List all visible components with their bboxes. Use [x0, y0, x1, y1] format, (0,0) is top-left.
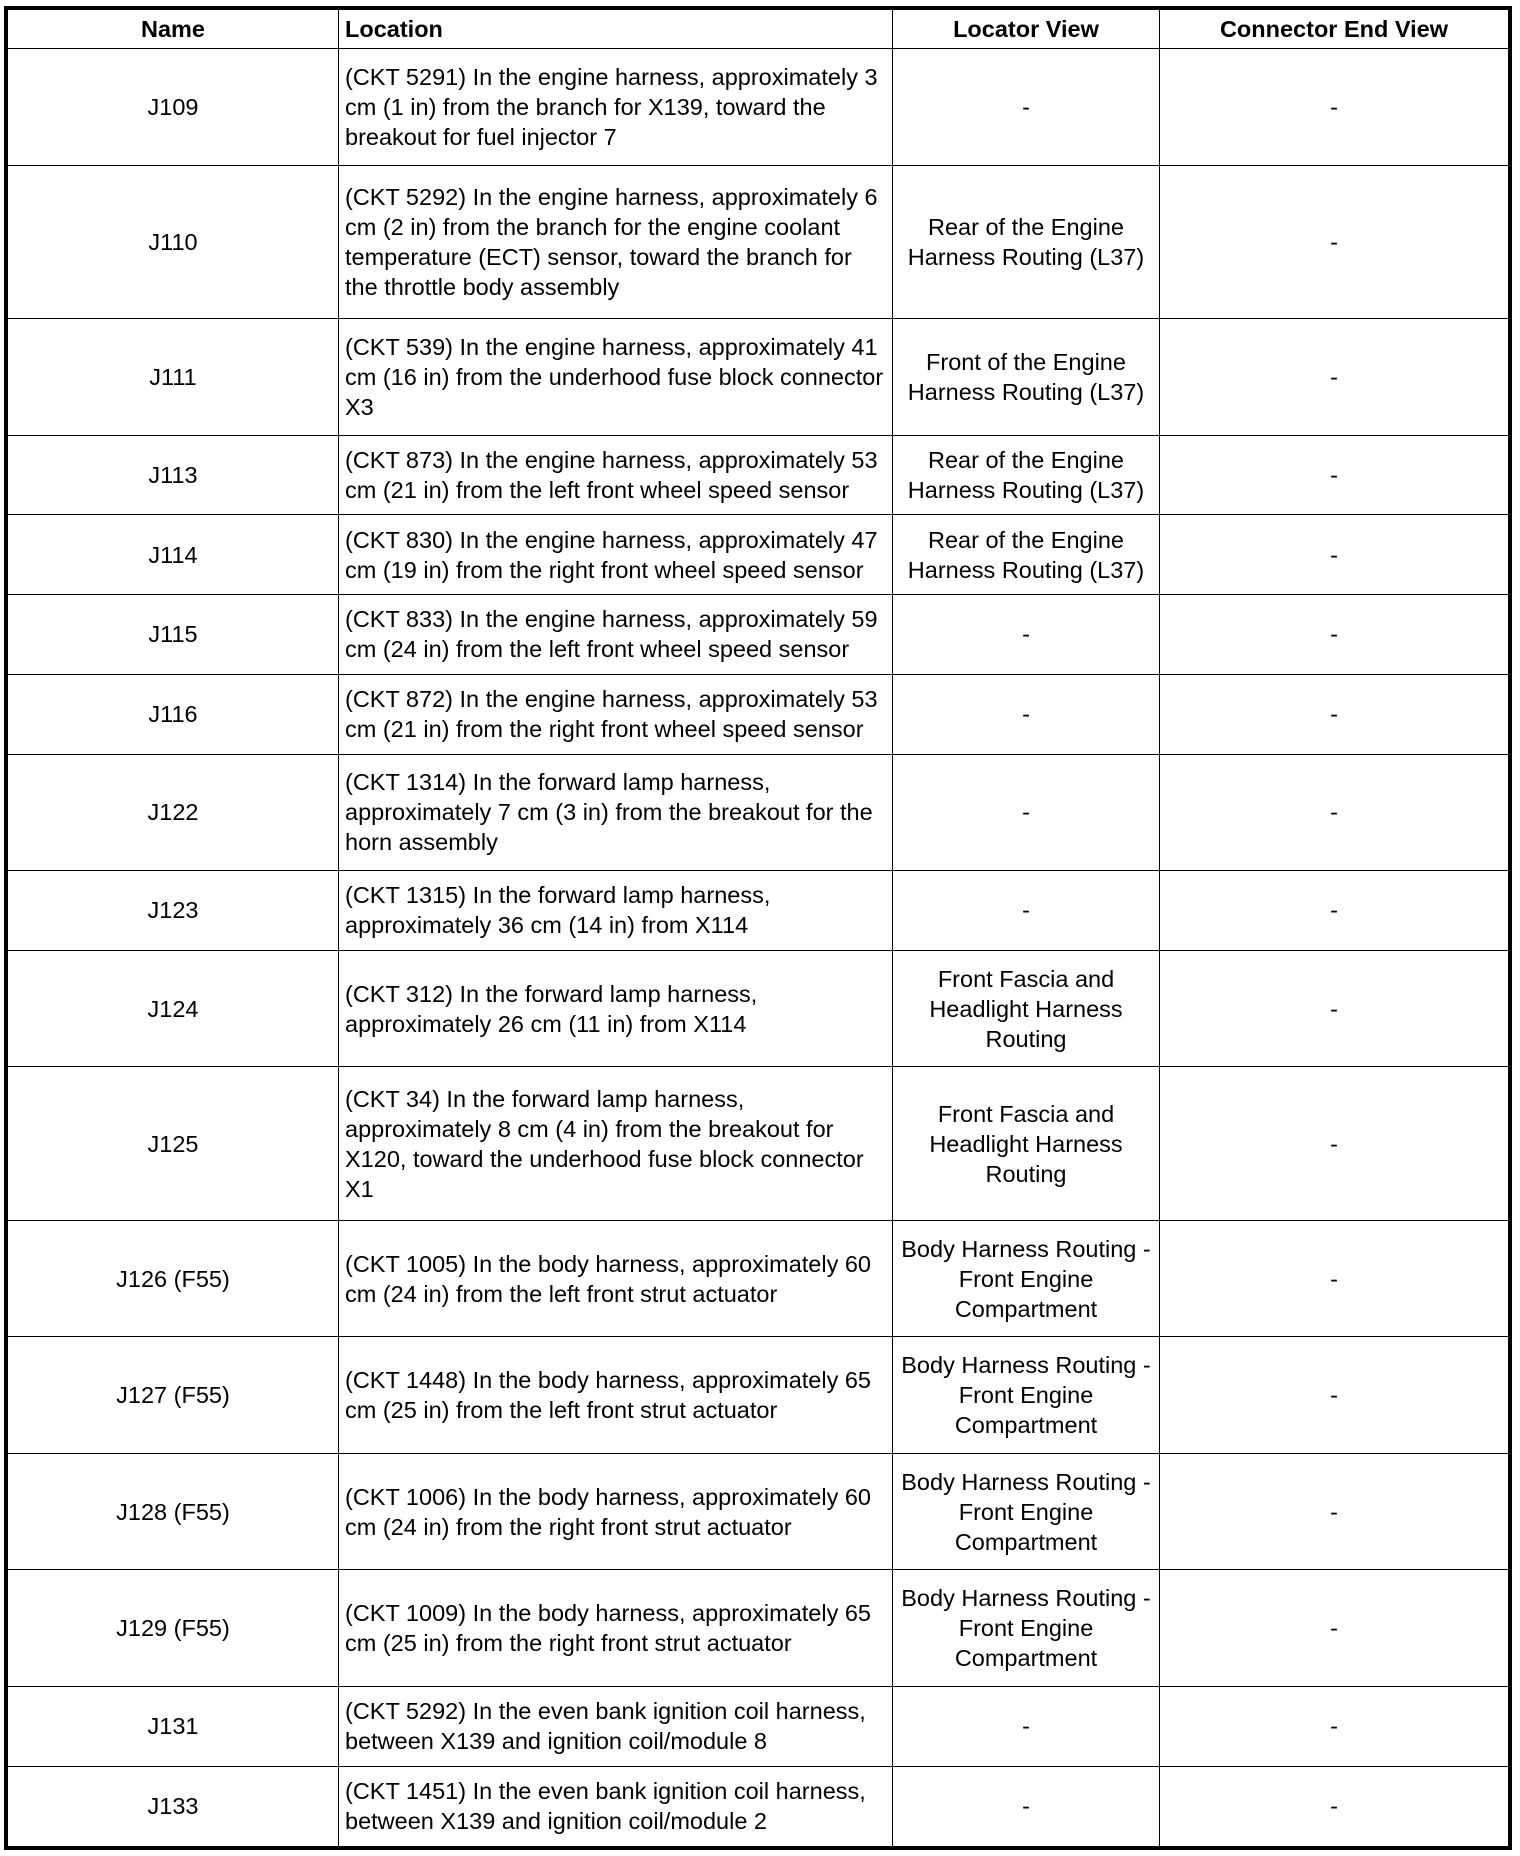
cell-name: J133 — [6, 1766, 339, 1848]
cell-locator-view: - — [893, 49, 1160, 166]
cell-connector-end-view: - — [1160, 1453, 1511, 1570]
cell-location: (CKT 1009) In the body harness, approximately 65 cm (25 in) from the right front strut actuator — [339, 1570, 893, 1687]
cell-locator-view: Body Harness Routing - Front Engine Compartment — [893, 1570, 1160, 1687]
cell-location: (CKT 5292) In the engine harness, approximately 6 cm (2 in) from the branch for the engine coolant temperature (ECT) sensor, toward the branch for the throttle body assembly — [339, 165, 893, 318]
table-row — [6, 515, 1510, 595]
cell-connector-end-view: - — [1160, 318, 1511, 435]
cell-location: (CKT 312) In the forward lamp harness, approximately 26 cm (11 in) from X114 — [339, 950, 893, 1067]
cell-connector-end-view: - — [1160, 1766, 1511, 1848]
header-locator-view: Locator View — [893, 8, 1160, 49]
cell-name: J126 (F55) — [6, 1220, 339, 1337]
table-row — [6, 1453, 1510, 1570]
cell-location: (CKT 1448) In the body harness, approximately 65 cm (25 in) from the left front strut actuator — [339, 1337, 893, 1454]
cell-locator-view: - — [893, 1766, 1160, 1848]
cell-name: J109 — [6, 49, 339, 166]
cell-location: (CKT 34) In the forward lamp harness, approximately 8 cm (4 in) from the breakout for X120, toward the underhood fuse block connector X1 — [339, 1067, 893, 1220]
cell-name: J115 — [6, 595, 339, 675]
cell-name: J129 (F55) — [6, 1570, 339, 1687]
cell-name: J113 — [6, 435, 339, 515]
cell-connector-end-view: - — [1160, 1570, 1511, 1687]
cell-locator-view: - — [893, 595, 1160, 675]
table-row — [6, 595, 1510, 675]
cell-locator-view: Front Fascia and Headlight Harness Routing — [893, 950, 1160, 1067]
cell-locator-view: Rear of the Engine Harness Routing (L37) — [893, 435, 1160, 515]
cell-locator-view: - — [893, 871, 1160, 951]
cell-locator-view: Body Harness Routing - Front Engine Compartment — [893, 1337, 1160, 1454]
header-connector-end-view: Connector End View — [1160, 8, 1511, 49]
cell-locator-view: Rear of the Engine Harness Routing (L37) — [893, 165, 1160, 318]
cell-name: J114 — [6, 515, 339, 595]
cell-location: (CKT 872) In the engine harness, approximately 53 cm (21 in) from the right front wheel speed sensor — [339, 674, 893, 754]
header-location: Location — [339, 8, 893, 49]
cell-name: J116 — [6, 674, 339, 754]
cell-connector-end-view: - — [1160, 871, 1511, 951]
cell-location: (CKT 830) In the engine harness, approximately 47 cm (19 in) from the right front wheel speed sensor — [339, 515, 893, 595]
cell-locator-view: Body Harness Routing - Front Engine Compartment — [893, 1453, 1160, 1570]
table-row — [6, 318, 1510, 435]
cell-name: J125 — [6, 1067, 339, 1220]
cell-location: (CKT 833) In the engine harness, approximately 59 cm (24 in) from the left front wheel speed sensor — [339, 595, 893, 675]
cell-locator-view: - — [893, 674, 1160, 754]
table-row — [6, 950, 1510, 1067]
cell-name: J131 — [6, 1687, 339, 1767]
table-row — [6, 1687, 1510, 1767]
header-name: Name — [6, 8, 339, 49]
cell-connector-end-view: - — [1160, 515, 1511, 595]
cell-connector-end-view: - — [1160, 1220, 1511, 1337]
cell-location: (CKT 1314) In the forward lamp harness, approximately 7 cm (3 in) from the breakout for the horn assembly — [339, 754, 893, 871]
cell-location: (CKT 1006) In the body harness, approximately 60 cm (24 in) from the right front strut actuator — [339, 1453, 893, 1570]
table-row — [6, 1220, 1510, 1337]
cell-name: J111 — [6, 318, 339, 435]
cell-connector-end-view: - — [1160, 49, 1511, 166]
cell-connector-end-view: - — [1160, 674, 1511, 754]
table-row — [6, 435, 1510, 515]
cell-locator-view: - — [893, 754, 1160, 871]
cell-name: J124 — [6, 950, 339, 1067]
cell-connector-end-view: - — [1160, 435, 1511, 515]
cell-locator-view: - — [893, 1687, 1160, 1767]
cell-name: J123 — [6, 871, 339, 951]
table-row — [6, 1337, 1510, 1454]
cell-connector-end-view: - — [1160, 1067, 1511, 1220]
cell-locator-view: Body Harness Routing - Front Engine Compartment — [893, 1220, 1160, 1337]
cell-location: (CKT 1315) In the forward lamp harness, approximately 36 cm (14 in) from X114 — [339, 871, 893, 951]
splice-location-table — [4, 6, 1512, 1850]
cell-connector-end-view: - — [1160, 1687, 1511, 1767]
cell-connector-end-view: - — [1160, 1337, 1511, 1454]
table-row — [6, 1570, 1510, 1687]
cell-name: J128 (F55) — [6, 1453, 339, 1570]
cell-location: (CKT 539) In the engine harness, approximately 41 cm (16 in) from the underhood fuse block connector X3 — [339, 318, 893, 435]
cell-name: J122 — [6, 754, 339, 871]
cell-connector-end-view: - — [1160, 165, 1511, 318]
cell-location: (CKT 1451) In the even bank ignition coil harness, between X139 and ignition coil/module 2 — [339, 1766, 893, 1848]
cell-locator-view: Front of the Engine Harness Routing (L37) — [893, 318, 1160, 435]
table-row — [6, 1766, 1510, 1848]
table-row — [6, 674, 1510, 754]
cell-connector-end-view: - — [1160, 950, 1511, 1067]
cell-location: (CKT 873) In the engine harness, approximately 53 cm (21 in) from the left front wheel speed sensor — [339, 435, 893, 515]
cell-location: (CKT 5292) In the even bank ignition coil harness, between X139 and ignition coil/module 8 — [339, 1687, 893, 1767]
table-row — [6, 754, 1510, 871]
cell-connector-end-view: - — [1160, 754, 1511, 871]
table-row — [6, 49, 1510, 166]
table-header-row — [6, 8, 1510, 49]
cell-location: (CKT 5291) In the engine harness, approximately 3 cm (1 in) from the branch for X139, toward the breakout for fuel injector 7 — [339, 49, 893, 166]
table-row — [6, 871, 1510, 951]
cell-locator-view: Front Fascia and Headlight Harness Routing — [893, 1067, 1160, 1220]
cell-connector-end-view: - — [1160, 595, 1511, 675]
cell-name: J110 — [6, 165, 339, 318]
cell-location: (CKT 1005) In the body harness, approximately 60 cm (24 in) from the left front strut actuator — [339, 1220, 893, 1337]
table-row — [6, 1067, 1510, 1220]
table-row — [6, 165, 1510, 318]
cell-name: J127 (F55) — [6, 1337, 339, 1454]
cell-locator-view: Rear of the Engine Harness Routing (L37) — [893, 515, 1160, 595]
